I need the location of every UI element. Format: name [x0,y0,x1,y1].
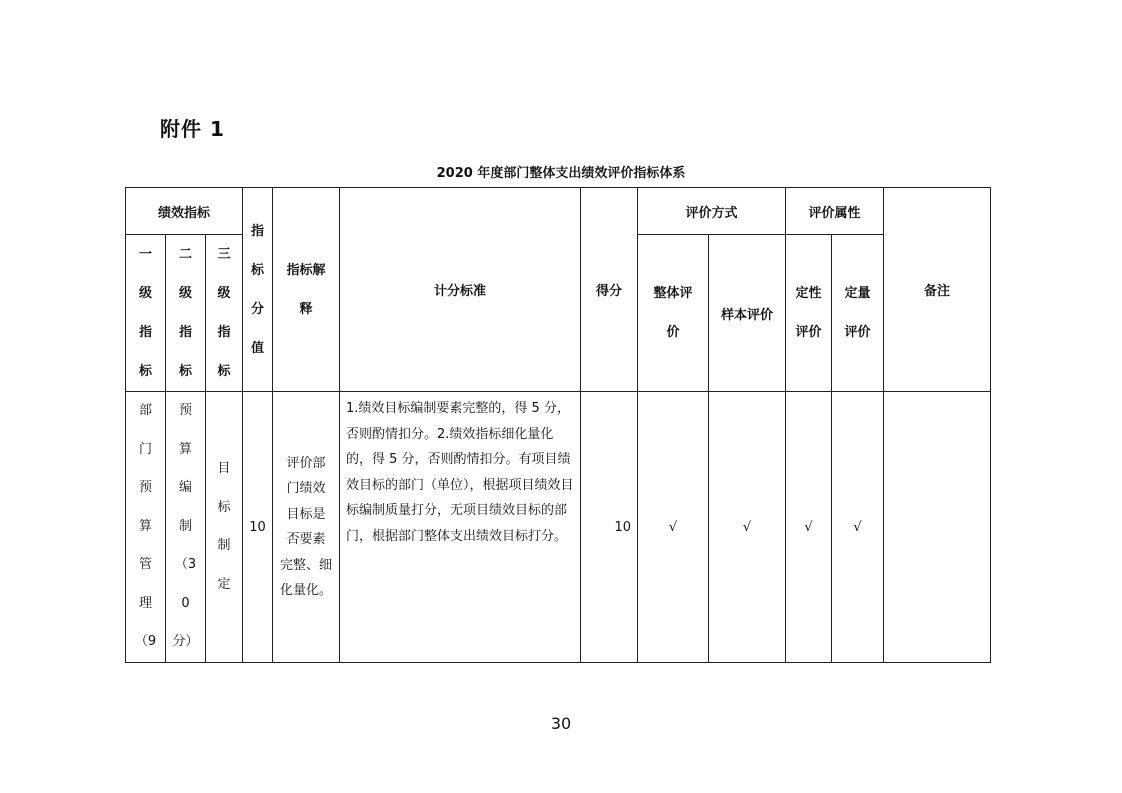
cell-char: 定 [217,576,231,592]
header-char: 一 [138,247,152,262]
cell-char: 预 [138,480,152,496]
indicator-explain-header [273,188,340,392]
eval-method-header: 评价方式 [638,188,786,235]
quantitative-eval-check: √ [832,392,884,663]
cell-char: 0 [181,595,190,611]
header-char: 标 [217,364,231,379]
score-header: 得分 [581,188,638,392]
explain-line: 化量化。 [279,583,332,598]
level2-indicator-header [166,235,206,392]
cell-char: 部 [138,403,152,419]
header-line: 价 [666,325,680,340]
indicator-explain-cell [273,392,340,663]
header-line: 定性 [795,286,822,301]
cell-char: 标 [217,499,231,515]
sample-eval-check: √ [709,392,786,663]
indicator-score-cell: 10 [243,392,273,663]
cell-char: 制 [217,538,231,553]
perf-indicators-header: 绩效指标 [126,188,243,235]
cell-char: 算 [178,441,192,457]
header-char: 分 [250,301,264,317]
cell-char: 制 [178,518,192,534]
qualitative-eval-check: √ [786,392,832,663]
remarks-header: 备注 [884,188,991,392]
header-char: 级 [178,286,192,301]
page-number: 30 [550,714,572,733]
cell-char: 管 [138,557,152,573]
scoring-criteria-header: 计分标准 [340,188,581,392]
explain-line: 评价部 [286,455,326,471]
header-line: 指标解 [286,262,326,278]
explain-line: 完整、细 [279,557,332,573]
indicator-score-header [243,188,273,392]
remarks-cell [884,392,991,663]
overall-eval-header [638,235,709,392]
cell-char: 门 [138,441,152,457]
explain-line: 否要素 [286,532,326,547]
level1-indicator-header [126,235,166,392]
overall-eval-check: √ [638,392,709,663]
header-char: 三 [217,247,231,262]
quantitative-eval-header [832,235,884,392]
cell-char: （9 [134,634,157,650]
header-char: 指 [250,223,264,239]
level3-indicator-cell [206,392,243,663]
header-line: 整体评 [653,286,693,301]
level2-indicator-cell [166,392,206,663]
table-row [126,392,991,663]
cell-char: 编 [178,480,192,496]
cell-char: 分） [172,634,199,650]
sample-eval-header: 样本评价 [709,235,786,392]
header-char: 指 [138,325,152,340]
header-line: 释 [299,301,313,317]
cell-char: （3 [174,557,197,573]
header-char: 标 [178,364,192,379]
document-title: 2020 年度部门整体支出绩效评价指标体系 [436,166,686,181]
header-char: 级 [217,286,231,301]
scoring-criteria-cell: 1.绩效目标编制要素完整的，得 5 分，否则酌情扣分。2.绩效指标细化量化的，得 5 分，否则酌情扣分。有项目绩效目标的部门（单位），根据项目绩效目标编制质量打分，无项目绩效目标的部门，根据部门整体支出绩效目标打分。 [340,392,581,663]
explain-line: 门绩效 [286,481,326,496]
cell-char: 理 [138,595,152,611]
eval-attribute-header: 评价属性 [786,188,884,235]
header-line: 评价 [844,325,871,340]
explain-line: 目标是 [286,506,326,522]
header-line: 评价 [795,325,822,340]
header-char: 二 [178,247,192,262]
cell-char: 预 [178,403,192,419]
score-cell: 10 [581,392,638,663]
attachment-label: 附件 1 [160,117,225,141]
header-char: 指 [178,325,192,340]
evaluation-indicator-table [125,187,991,663]
qualitative-eval-header [786,235,832,392]
header-char: 值 [250,340,264,356]
header-char: 标 [250,262,264,278]
header-char: 指 [217,325,231,340]
cell-char: 目 [217,461,231,476]
level1-indicator-cell [126,392,166,663]
level3-indicator-header [206,235,243,392]
header-line: 定量 [844,286,871,301]
header-char: 级 [138,286,152,301]
header-char: 标 [138,364,152,379]
cell-char: 算 [138,518,152,534]
